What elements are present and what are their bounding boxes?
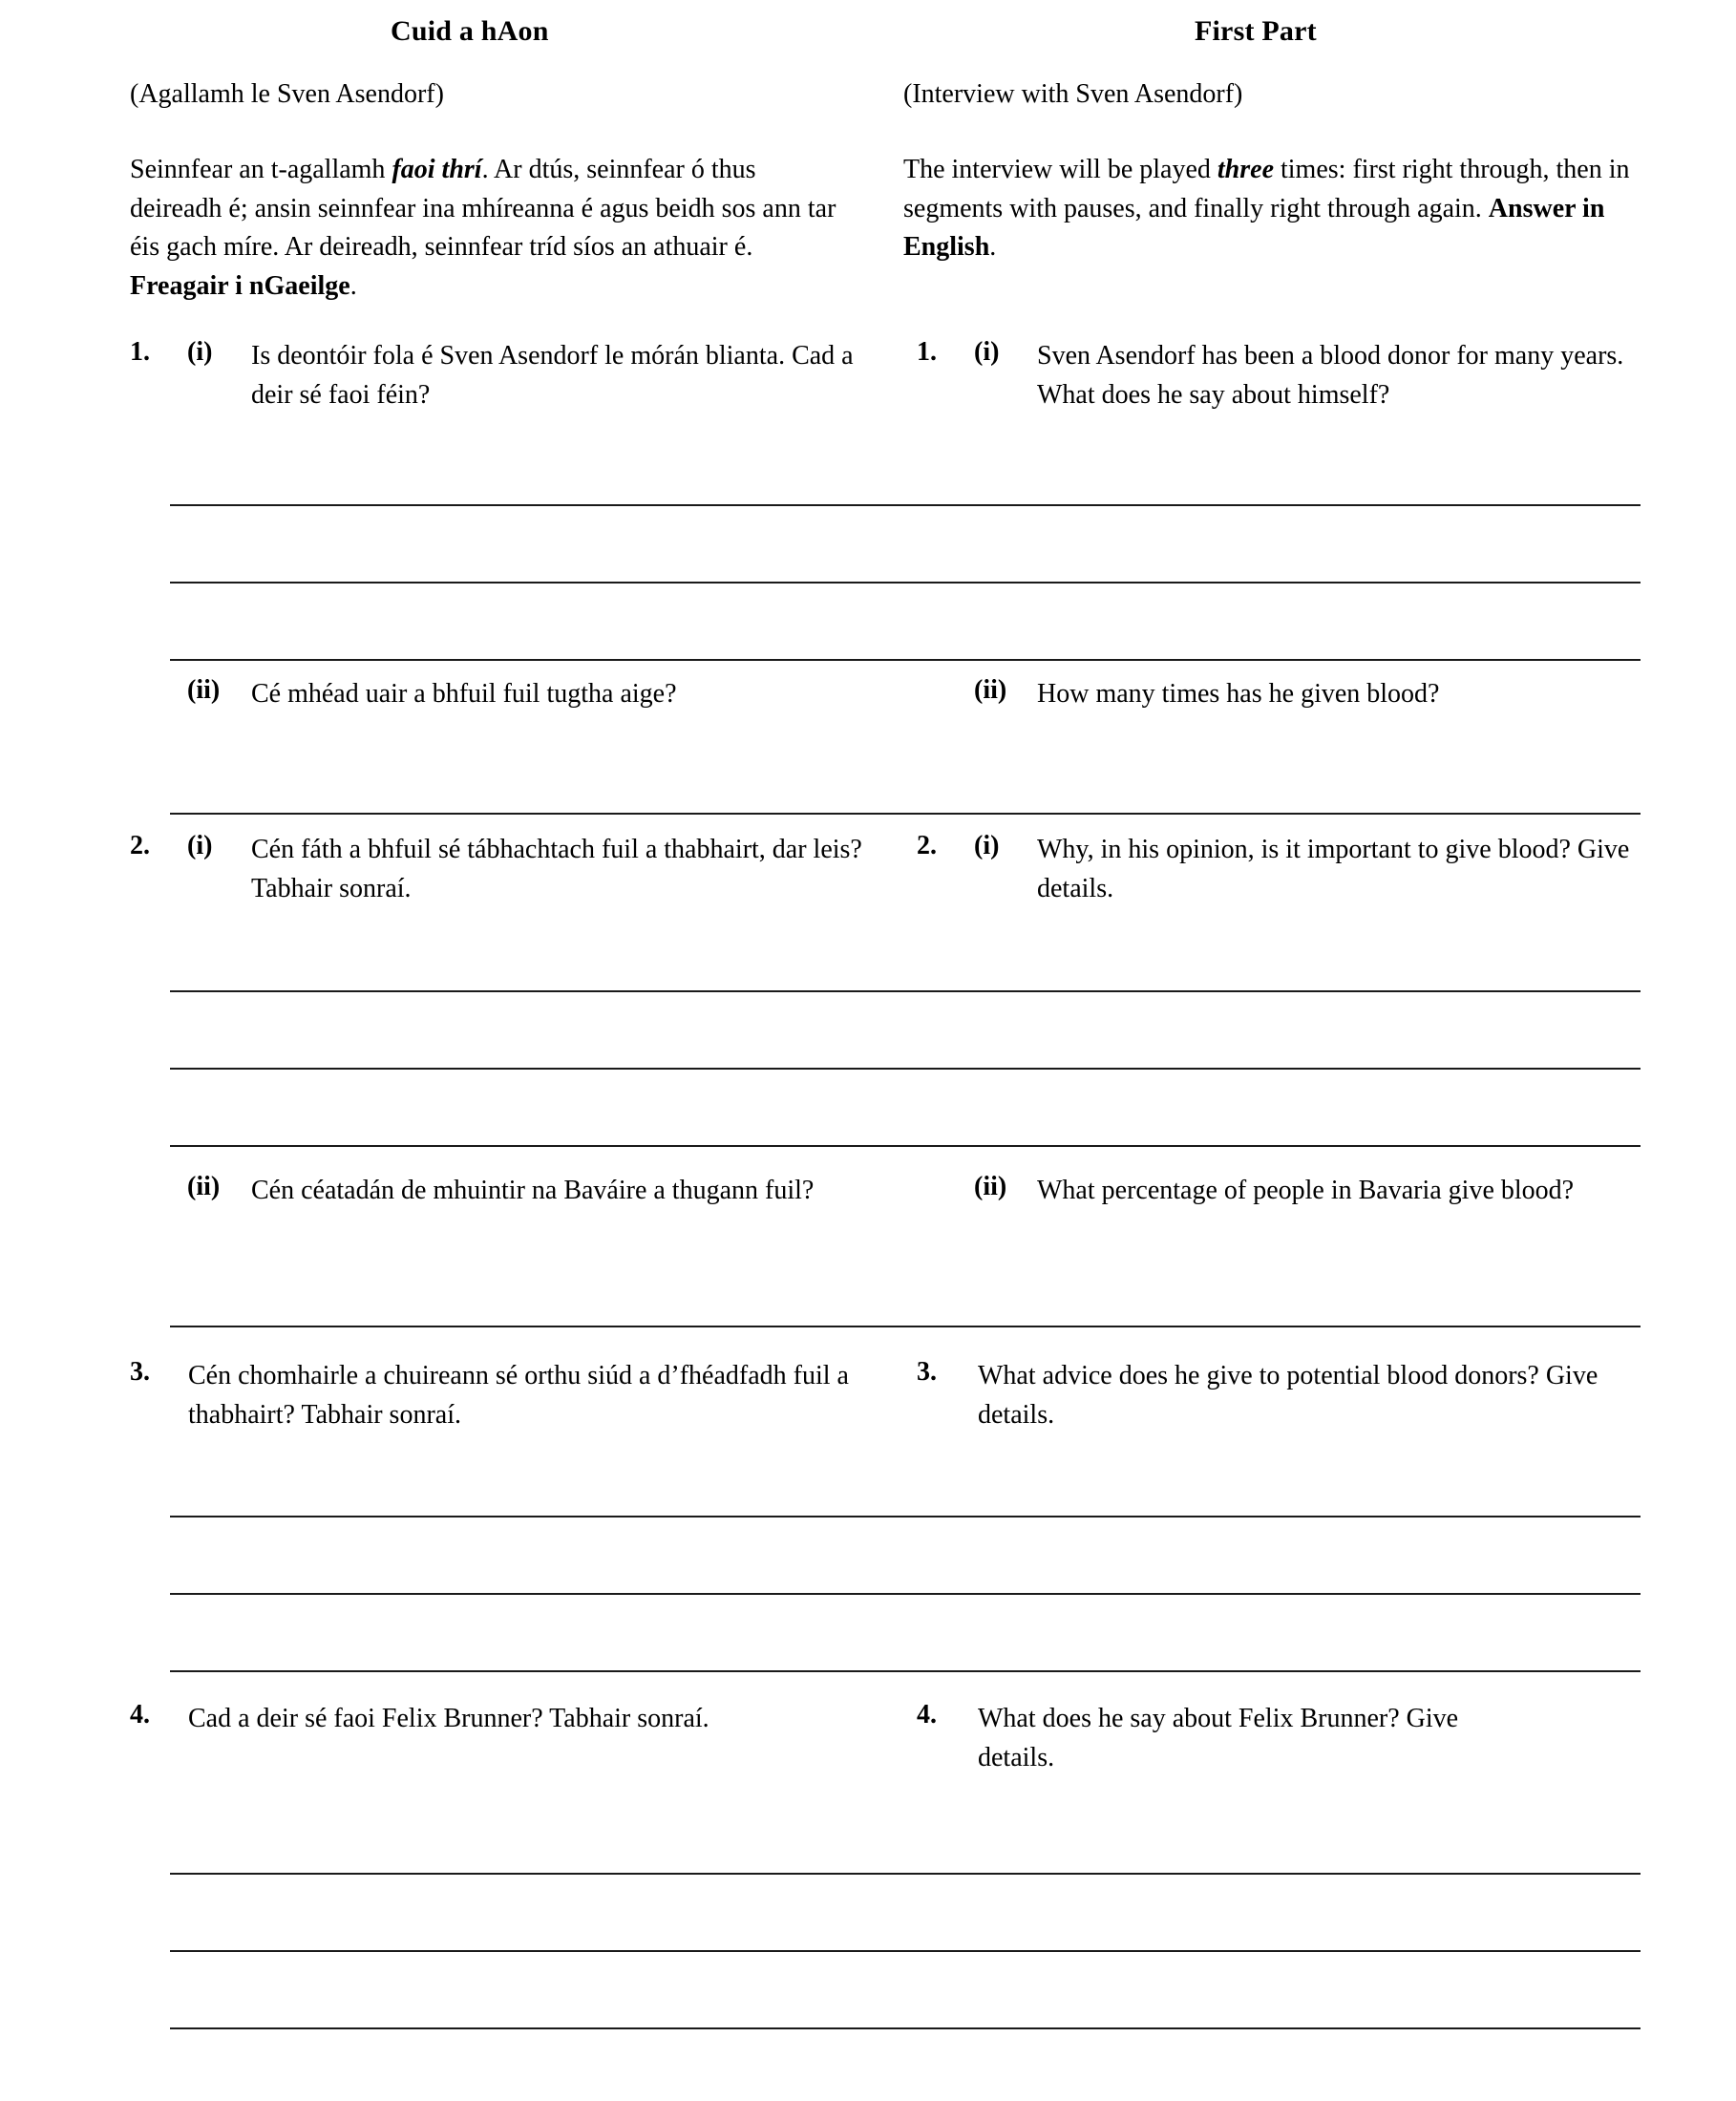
subtitle-english: (Interview with Sven Asendorf) bbox=[903, 79, 1243, 109]
answer-line[interactable] bbox=[170, 2027, 1641, 2029]
answer-line[interactable] bbox=[170, 1516, 1641, 1517]
question-text-english: How many times has he given blood? bbox=[1037, 679, 1440, 709]
answer-line[interactable] bbox=[170, 990, 1641, 992]
question-roman-numeral: (ii) bbox=[187, 675, 221, 705]
question-number: 2. bbox=[917, 831, 937, 860]
intro-irish-part1: Seinnfear an t-agallamh bbox=[130, 155, 392, 184]
question-text-irish: Cén chomhairle a chuireann sé orthu siúd a d’fhéadfadh fuil a thabhairt? Tabhair sonraí. bbox=[188, 1361, 849, 1430]
question-text-irish: Cé mhéad uair a bhfuil fuil tugtha aige? bbox=[251, 679, 677, 709]
intro-irish-part2: . Ar dtús, seinnfear ó thus deireadh é; ansin seinnfear ina mhíreanna é agus beidh sos ann tar éis gach míre. Ar deireadh, seinnfear tríd síos an athuair é. bbox=[130, 155, 836, 262]
question-roman-numeral: (ii) bbox=[187, 1172, 221, 1201]
question-number: 1. bbox=[130, 337, 150, 367]
question-number: 3. bbox=[917, 1357, 937, 1387]
question-number: 3. bbox=[130, 1357, 150, 1387]
question-text-irish: Cén fáth a bhfuil sé tábhachtach fuil a thabhairt, dar leis? Tabhair sonraí. bbox=[251, 835, 862, 903]
question-roman-numeral: (ii) bbox=[974, 1172, 1007, 1201]
intro-english-part3: . bbox=[989, 232, 997, 262]
answer-line[interactable] bbox=[170, 504, 1641, 506]
page-title-irish: Cuid a hAon bbox=[391, 15, 549, 47]
question-text-irish: Cén céatadán de mhuintir na Baváire a thugann fuil? bbox=[251, 1176, 815, 1205]
answer-line[interactable] bbox=[170, 1670, 1641, 1672]
answer-line[interactable] bbox=[170, 659, 1641, 661]
question-number: 4. bbox=[130, 1700, 150, 1730]
headings-row bbox=[0, 15, 1736, 59]
intro-english-instruction: Answer in English bbox=[903, 193, 1605, 262]
question-number: 4. bbox=[917, 1700, 937, 1730]
answer-line[interactable] bbox=[170, 582, 1641, 584]
question-roman-numeral: (i) bbox=[187, 831, 213, 860]
answer-line[interactable] bbox=[170, 1145, 1641, 1147]
answer-line[interactable] bbox=[170, 1326, 1641, 1327]
intro-paragraph-english bbox=[903, 151, 1637, 267]
question-text-english: Sven Asendorf has been a blood donor for many years. What does he say about himself? bbox=[1037, 341, 1624, 410]
intro-irish-emphasis: faoi thrí bbox=[392, 155, 482, 184]
intro-irish-part3: . bbox=[349, 270, 357, 301]
answer-line[interactable] bbox=[170, 813, 1641, 815]
intro-paragraph-irish bbox=[130, 151, 848, 306]
question-text-irish: Is deontóir fola é Sven Asendorf le mórán blianta. Cad a deir sé faoi féin? bbox=[251, 341, 854, 410]
subtitle-irish: (Agallamh le Sven Asendorf) bbox=[130, 79, 444, 109]
intro-irish-instruction: Freagair i nGaeilge bbox=[130, 270, 350, 301]
question-roman-numeral: (i) bbox=[974, 337, 1000, 367]
intro-english-part1: The interview will be played bbox=[903, 155, 1217, 184]
question-roman-numeral: (ii) bbox=[974, 675, 1007, 705]
subtitles-row bbox=[0, 79, 1736, 117]
question-text-english: What does he say about Felix Brunner? Give details. bbox=[978, 1704, 1459, 1772]
question-text-english: What advice does he give to potential blood donors? Give details. bbox=[978, 1361, 1598, 1430]
answer-line[interactable] bbox=[170, 1593, 1641, 1595]
question-number: 2. bbox=[130, 831, 150, 860]
page-title-english: First Part bbox=[1195, 15, 1317, 47]
intro-english-part2: times: first right through, then in segments with pauses, and finally right through again. bbox=[903, 155, 1630, 223]
answer-line[interactable] bbox=[170, 1068, 1641, 1070]
question-text-irish: Cad a deir sé faoi Felix Brunner? Tabhair sonraí. bbox=[188, 1704, 709, 1733]
question-roman-numeral: (i) bbox=[187, 337, 213, 367]
answer-line[interactable] bbox=[170, 1873, 1641, 1875]
question-text-english: What percentage of people in Bavaria give blood? bbox=[1037, 1176, 1575, 1205]
answer-line[interactable] bbox=[170, 1950, 1641, 1952]
question-text-english: Why, in his opinion, is it important to give blood? Give details. bbox=[1037, 835, 1630, 903]
question-number: 1. bbox=[917, 337, 937, 367]
intro-english-emphasis: three bbox=[1217, 155, 1274, 184]
question-roman-numeral: (i) bbox=[974, 831, 1000, 860]
